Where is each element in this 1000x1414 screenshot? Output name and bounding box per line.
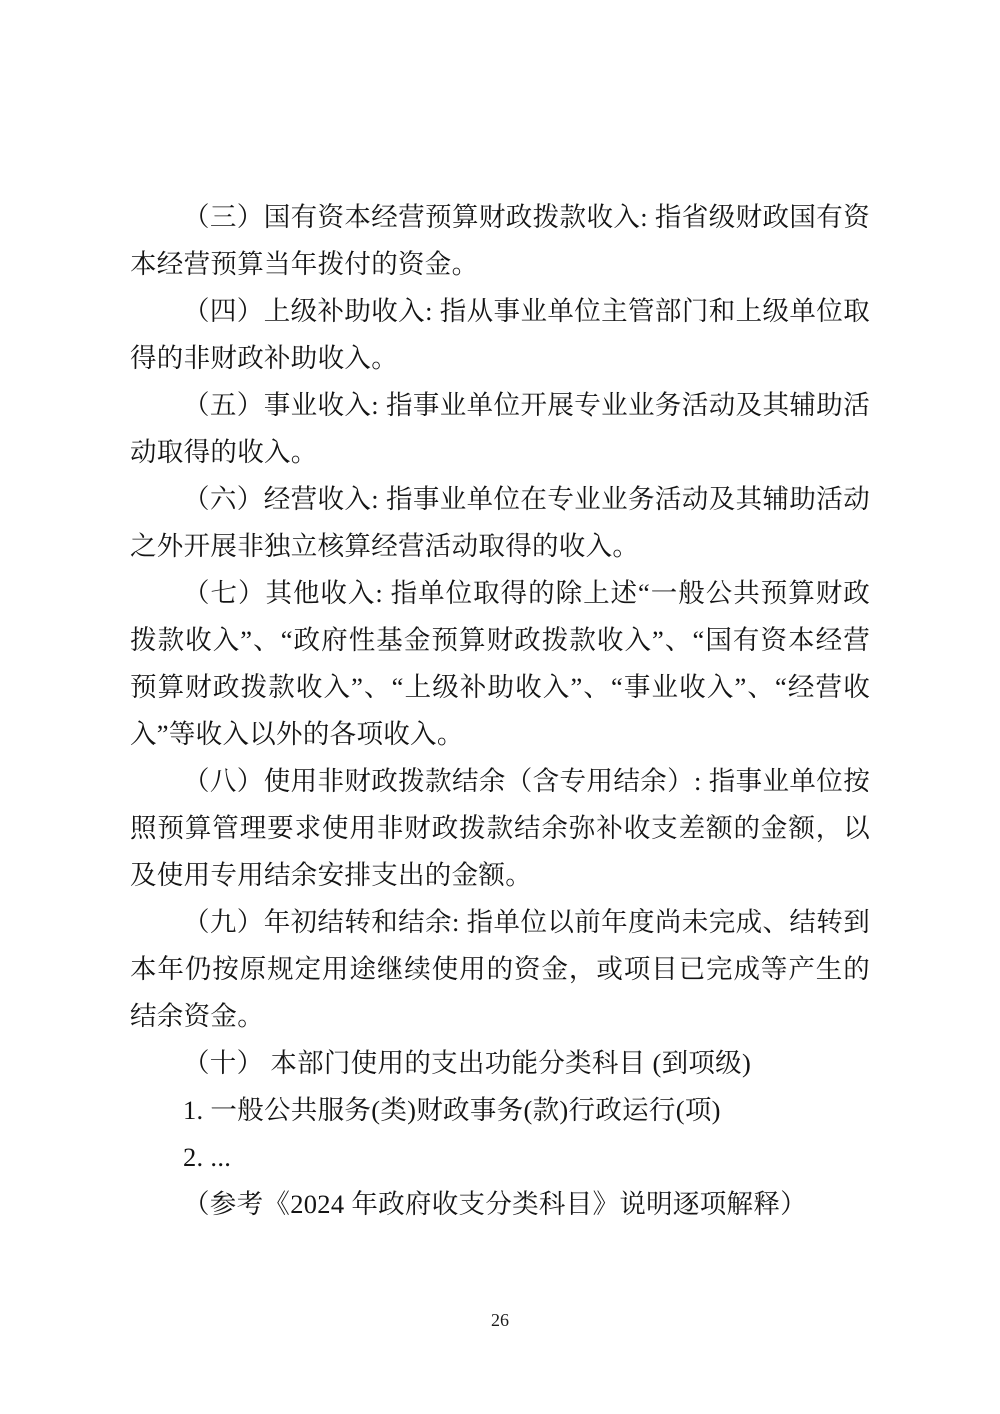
paragraph-superior-subsidy-income: （四）上级补助收入: 指从事业单位主管部门和上级单位取得的非财政补助收入。: [130, 296, 870, 373]
paragraph-state-capital-budget-income: （三）国有资本经营预算财政拨款收入: 指省级财政国有资本经营预算当年拨付的资金。: [130, 202, 870, 279]
paragraph-business-income: （五）事业收入: 指事业单位开展专业业务活动及其辅助活动取得的收入。: [130, 390, 870, 467]
paragraph-non-fiscal-appropriation-surplus: （八）使用非财政拨款结余（含专用结余）: 指事业单位按照预算管理要求使用非财政拨款结余弥补收支差额的金额，以及使用专用结余安排支出的金额。: [130, 766, 870, 890]
page-number: 26: [491, 1310, 509, 1330]
paragraph-beginning-year-carryover: （九）年初结转和结余: 指单位以前年度尚未完成、结转到本年仍按原规定用途继续使用的资金，或项目已完成等产生的结余资金。: [130, 907, 870, 1031]
page-content: [130, 194, 870, 1228]
list-item-ellipsis: 2. ...: [183, 1142, 232, 1172]
paragraph-other-income: （七）其他收入: 指单位取得的除上述“一般公共预算财政拨款收入”、“政府性基金预算财政拨款收入”、“国有资本经营预算财政拨款收入”、“上级补助收入”、“事业收入”、“经营收入”等收入以外的各项收入。: [130, 578, 870, 749]
page-footer: [0, 1310, 1000, 1331]
list-item-general-public-service: 1. 一般公共服务(类)财政事务(款)行政运行(项): [183, 1095, 721, 1125]
paragraph-expenditure-function-classification: （十） 本部门使用的支出功能分类科目 (到项级): [183, 1048, 752, 1078]
paragraph-reference-note: （参考《2024 年政府收支分类科目》说明逐项解释）: [183, 1189, 807, 1219]
paragraph-operating-income: （六）经营收入: 指事业单位在专业业务活动及其辅助活动之外开展非独立核算经营活动取得的收入。: [130, 484, 870, 561]
